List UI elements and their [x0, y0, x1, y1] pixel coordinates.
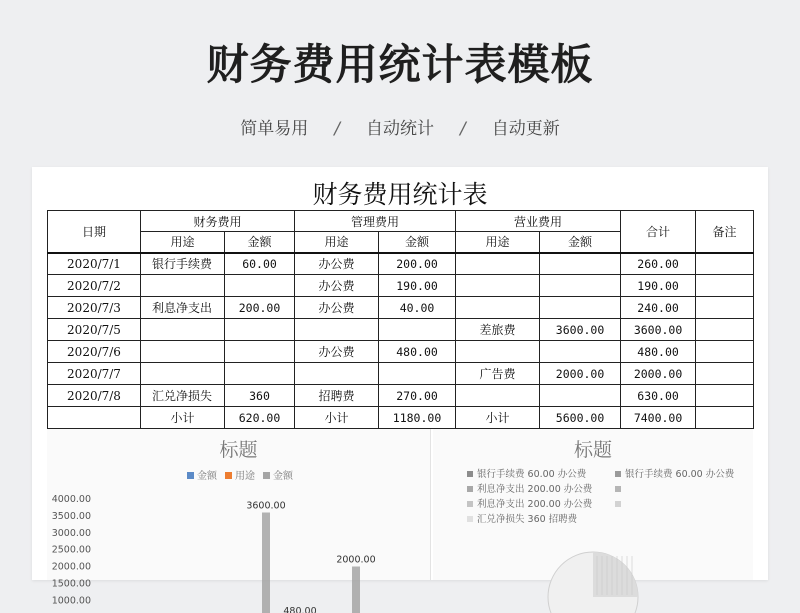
legend-label: 利息净支出 200.00 办公费 [477, 499, 593, 510]
row-remark [696, 297, 754, 319]
row-date: 2020/7/1 [48, 253, 141, 275]
row-finance-amount: 60.00 [225, 253, 295, 275]
row-admin-amount: 190.00 [379, 275, 456, 297]
legend-label: 用途 [235, 471, 255, 482]
spreadsheet-preview [32, 167, 768, 613]
subtotal-blank [48, 407, 141, 429]
legend-swatch [467, 501, 473, 507]
row-operating-amount: 3600.00 [540, 319, 621, 341]
row-admin-amount: 270.00 [379, 385, 456, 407]
y-tick-label: 1000.00 [51, 595, 91, 607]
tag-separator: / [334, 119, 340, 139]
legend-swatch [225, 472, 232, 479]
table-row [48, 341, 754, 363]
legend-label: 利息净支出 200.00 办公费 [477, 484, 593, 495]
row-operating-amount [540, 253, 621, 275]
row-total: 240.00 [621, 297, 696, 319]
row-remark [696, 341, 754, 363]
row-remark [696, 319, 754, 341]
legend-swatch [467, 471, 473, 477]
row-remark [696, 385, 754, 407]
table-row [48, 253, 754, 275]
row-remark [696, 275, 754, 297]
header-date: 日期 [48, 211, 141, 253]
subtotal-admin: 1180.00 [379, 407, 456, 429]
row-total: 3600.00 [621, 319, 696, 341]
row-finance-use: 汇兑净损失 [141, 385, 225, 407]
row-total: 2000.00 [621, 363, 696, 385]
row-remark [696, 253, 754, 275]
pie-chart [433, 429, 753, 580]
row-operating-amount [540, 275, 621, 297]
subtotal-label: 小计 [295, 407, 379, 429]
row-total: 260.00 [621, 253, 696, 275]
pie-chart-canvas [433, 429, 753, 580]
page-title: 财务费用统计表模板 [206, 40, 594, 89]
row-finance-use [141, 319, 225, 341]
bar-chart-canvas [47, 429, 431, 613]
row-date: 2020/7/8 [48, 385, 141, 407]
header-amount: 金额 [379, 232, 456, 253]
pie-chart-title: 标题 [573, 439, 612, 461]
row-operating-use: 差旅费 [456, 319, 540, 341]
row-finance-amount [225, 363, 295, 385]
header-operating: 营业费用 [456, 211, 621, 232]
row-finance-amount [225, 275, 295, 297]
header-amount: 金额 [540, 232, 621, 253]
row-operating-use [456, 341, 540, 363]
row-admin-use: 办公费 [295, 341, 379, 363]
tagline [0, 114, 800, 139]
y-tick-label: 2500.00 [51, 544, 91, 556]
row-date: 2020/7/3 [48, 297, 141, 319]
subtotal-total: 7400.00 [621, 407, 696, 429]
row-total: 190.00 [621, 275, 696, 297]
header-total: 合计 [621, 211, 696, 253]
subtotal-operating: 5600.00 [540, 407, 621, 429]
row-admin-amount [379, 363, 456, 385]
legend-swatch [467, 516, 473, 522]
data-label: 2000.00 [336, 554, 376, 566]
subtotal-row [48, 407, 754, 429]
row-finance-amount: 360 [225, 385, 295, 407]
table-row [48, 363, 754, 385]
row-finance-use [141, 341, 225, 363]
row-finance-amount: 200.00 [225, 297, 295, 319]
header-amount: 金额 [225, 232, 295, 253]
table-row [48, 275, 754, 297]
header-use: 用途 [456, 232, 540, 253]
tag-auto-update: 自动更新 [491, 119, 560, 139]
legend-label: 汇兑净损失 360 招聘费 [477, 514, 578, 525]
data-label: 480.00 [283, 605, 317, 613]
table-row [48, 297, 754, 319]
y-tick-label: 3500.00 [51, 510, 91, 522]
row-total: 630.00 [621, 385, 696, 407]
legend-label: 金额 [273, 471, 293, 482]
subtotal-finance: 620.00 [225, 407, 295, 429]
row-operating-amount [540, 385, 621, 407]
header-use: 用途 [295, 232, 379, 253]
legend-swatch [187, 472, 194, 479]
row-operating-amount [540, 297, 621, 319]
row-operating-amount: 2000.00 [540, 363, 621, 385]
y-tick-label: 1500.00 [51, 578, 91, 590]
subtotal-label: 小计 [141, 407, 225, 429]
row-finance-use [141, 363, 225, 385]
row-operating-use [456, 275, 540, 297]
tag-auto-stat: 自动统计 [366, 119, 434, 139]
header-remark: 备注 [696, 211, 754, 253]
bar [262, 513, 270, 613]
row-operating-use [456, 253, 540, 275]
row-remark [696, 363, 754, 385]
y-tick-label: 3000.00 [51, 527, 91, 539]
row-admin-amount: 480.00 [379, 341, 456, 363]
sheet-title: 财务费用统计表 [312, 180, 488, 209]
row-operating-use [456, 385, 540, 407]
row-admin-amount: 200.00 [379, 253, 456, 275]
legend-label: 银行手续费 60.00 办公费 [477, 469, 587, 480]
table-row [48, 385, 754, 407]
pie-slice [593, 552, 638, 597]
header-use: 用途 [141, 232, 225, 253]
bar [352, 567, 360, 613]
row-admin-amount: 40.00 [379, 297, 456, 319]
bar-chart-title: 标题 [219, 439, 258, 461]
legend-label: 金额 [197, 471, 217, 482]
row-admin-use: 招聘费 [295, 385, 379, 407]
row-finance-use [141, 275, 225, 297]
row-admin-use [295, 319, 379, 341]
y-tick-label: 4000.00 [51, 494, 91, 505]
legend-label: 银行手续费 60.00 办公费 [625, 469, 735, 480]
expense-table [47, 210, 754, 429]
legend-swatch [615, 486, 621, 492]
bar-chart [47, 429, 431, 613]
row-finance-use: 利息净支出 [141, 297, 225, 319]
header-admin: 管理费用 [295, 211, 456, 232]
row-finance-use: 银行手续费 [141, 253, 225, 275]
subtotal-remark [696, 407, 754, 429]
table-row [48, 319, 754, 341]
row-finance-amount [225, 319, 295, 341]
legend-swatch [615, 501, 621, 507]
row-finance-amount [225, 341, 295, 363]
charts-area [47, 429, 753, 613]
row-total: 480.00 [621, 341, 696, 363]
y-tick-label: 2000.00 [51, 561, 91, 573]
legend-swatch [615, 471, 621, 477]
row-date: 2020/7/2 [48, 275, 141, 297]
row-date: 2020/7/5 [48, 319, 141, 341]
row-operating-use: 广告费 [456, 363, 540, 385]
row-admin-use: 办公费 [295, 297, 379, 319]
row-admin-amount [379, 319, 456, 341]
data-label: 3600.00 [246, 500, 286, 512]
row-date: 2020/7/7 [48, 363, 141, 385]
row-operating-amount [540, 341, 621, 363]
row-date: 2020/7/6 [48, 341, 141, 363]
tag-separator: / [460, 119, 466, 139]
tag-easy: 简单易用 [240, 119, 309, 139]
header-finance: 财务费用 [141, 211, 295, 232]
row-admin-use: 办公费 [295, 275, 379, 297]
row-admin-use: 办公费 [295, 253, 379, 275]
row-admin-use [295, 363, 379, 385]
legend-swatch [467, 486, 473, 492]
row-operating-use [456, 297, 540, 319]
subtotal-label: 小计 [456, 407, 540, 429]
legend-swatch [263, 472, 270, 479]
